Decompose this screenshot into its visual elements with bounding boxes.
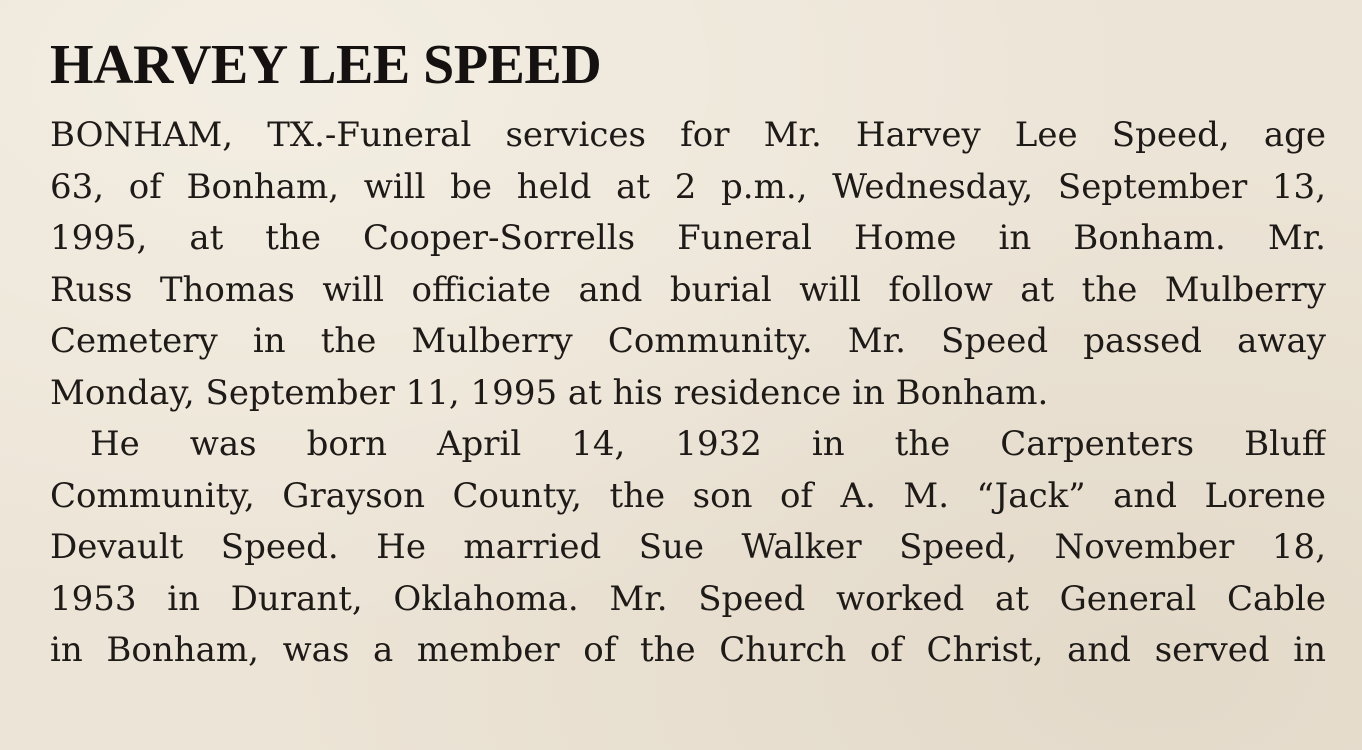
- text-line: Monday, September 11, 1995 at his residence in Bonham.: [50, 372, 1049, 413]
- obituary-headline: HARVEY LEE SPEED: [50, 34, 602, 96]
- text-line: BONHAM, TX.-Funeral services for Mr. Harvey Lee Speed, age: [50, 115, 1326, 155]
- paragraph-2: [50, 419, 1326, 677]
- text-line: 1995, at the Cooper-Sorrells Funeral Home in Bonham. Mr.: [50, 218, 1326, 258]
- text-line: Cemetery in the Mulberry Community. Mr. Speed passed away: [50, 321, 1326, 361]
- text-line: Devault Speed. He married Sue Walker Speed, November 18,: [50, 527, 1326, 567]
- paragraph-1: [50, 110, 1326, 419]
- text-line: 1953 in Durant, Oklahoma. Mr. Speed worked at General Cable: [50, 578, 1326, 619]
- obituary-body: [50, 110, 1326, 677]
- text-line: in Bonham, was a member of the Church of Christ, and served in: [50, 630, 1326, 670]
- text-line: He was born April 14, 1932 in the Carpenters Bluff: [90, 424, 1326, 464]
- text-line: Russ Thomas will officiate and burial will follow at the Mulberry: [50, 269, 1326, 310]
- text-line: Community, Grayson County, the son of A. M. “Jack” and Lorene: [50, 475, 1326, 516]
- text-line: 63, of Bonham, will be held at 2 p.m., Wednesday, September 13,: [50, 166, 1326, 207]
